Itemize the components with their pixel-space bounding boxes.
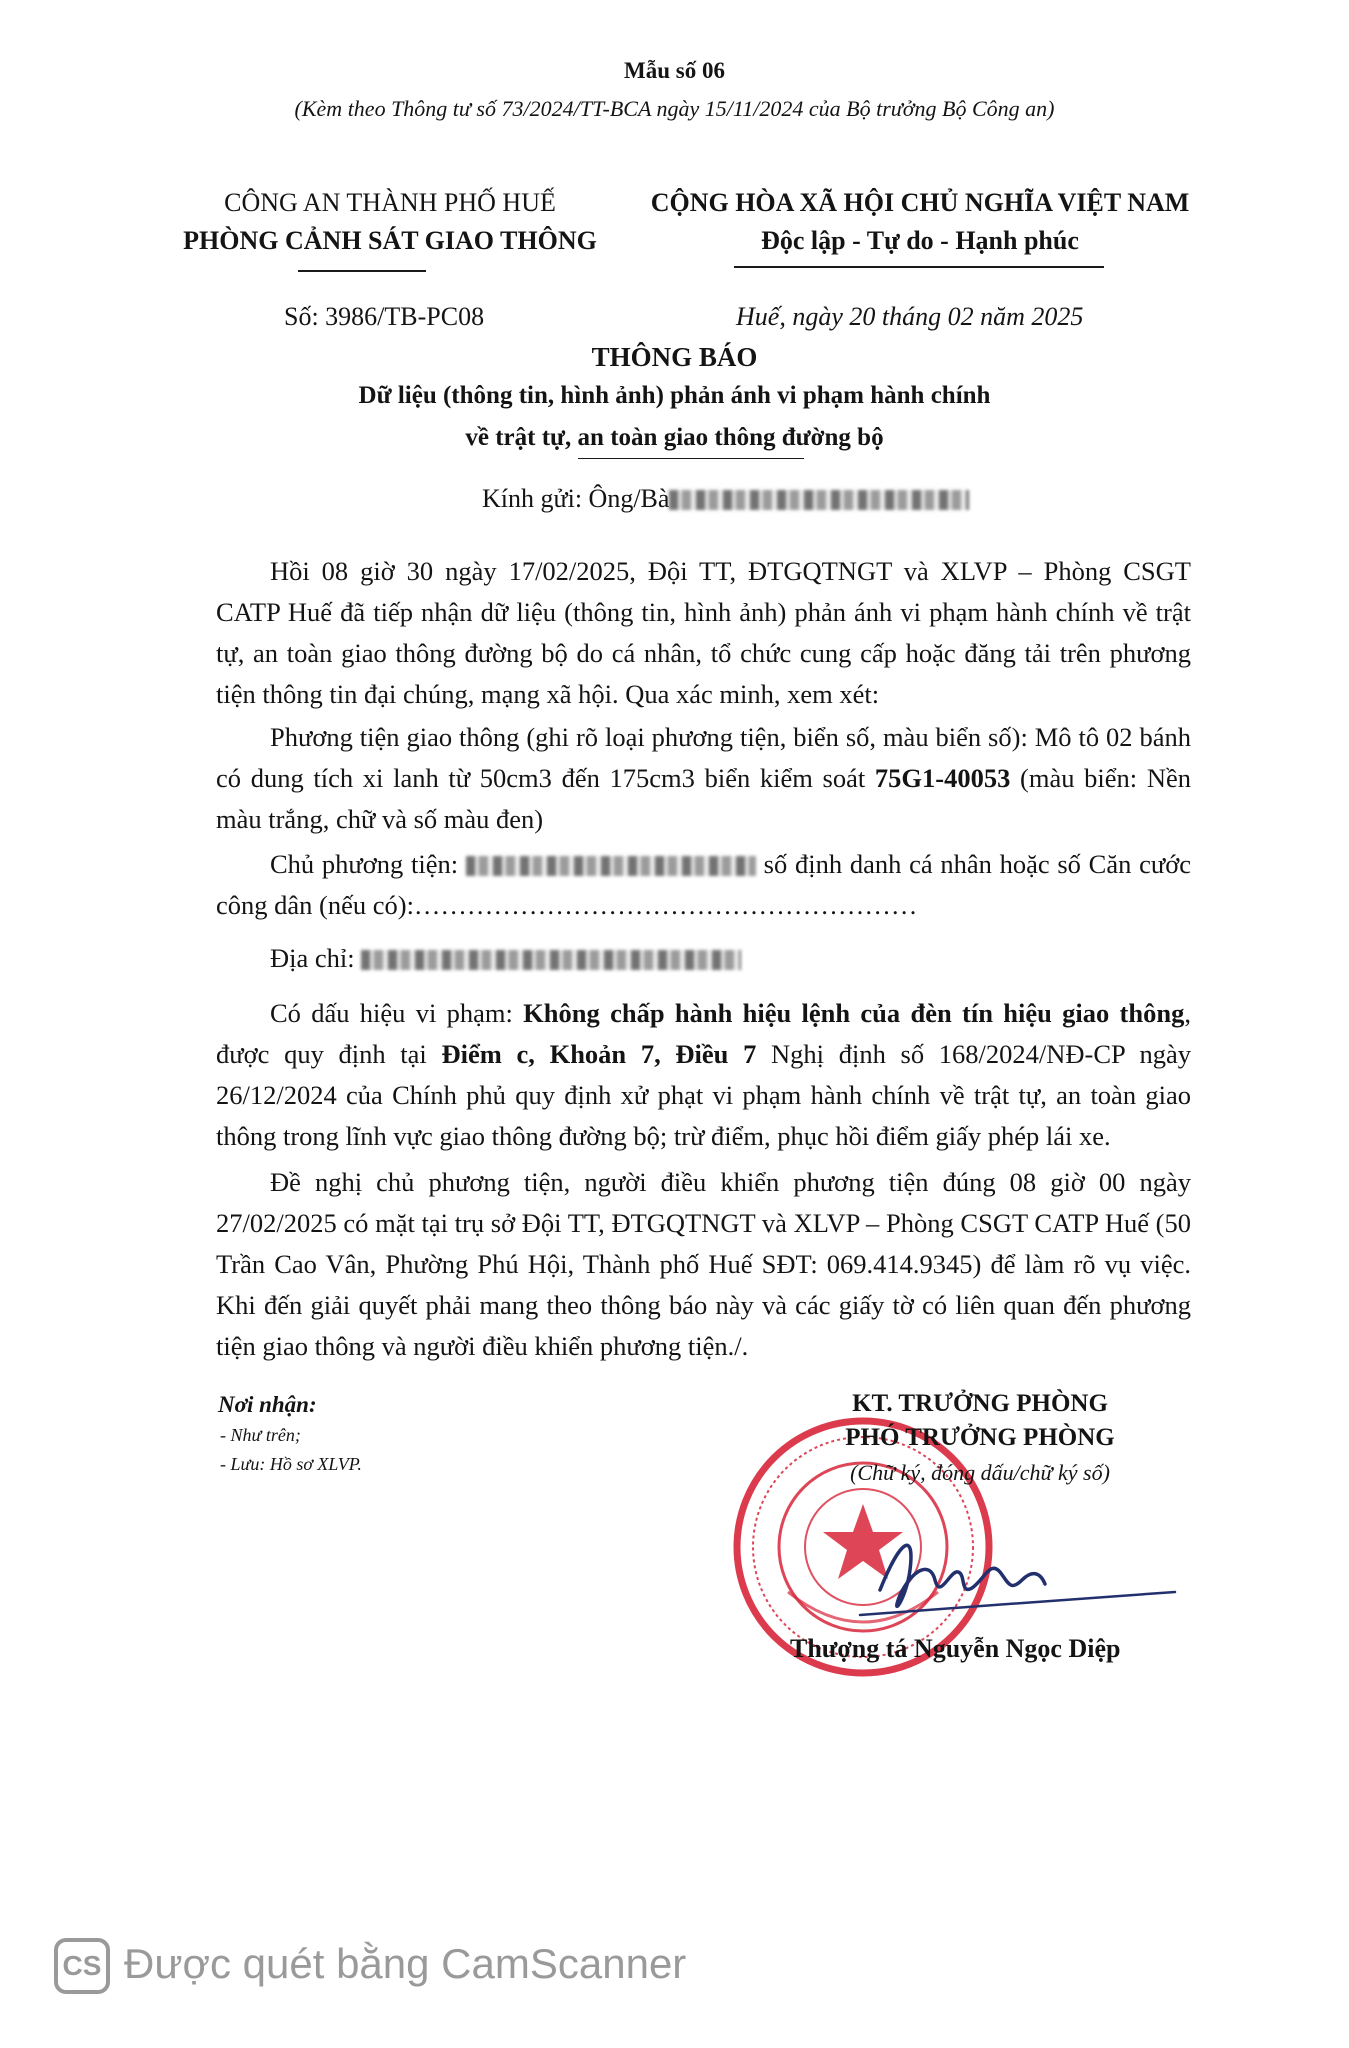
redacted-owner-name bbox=[466, 856, 756, 876]
form-subtitle: (Kèm theo Thông tư số 73/2024/TT-BCA ngày 15/11/2024 của Bộ trưởng Bộ Công an) bbox=[294, 96, 1055, 121]
violation-description: Không chấp hành hiệu lệnh của đèn tín hiệu giao thông bbox=[523, 998, 1185, 1028]
paragraph-request bbox=[216, 1162, 1191, 1367]
violation-connector: , được quy định tại bbox=[216, 998, 1191, 1069]
recipients-item-2: - Lưu: Hồ sơ XLVP. bbox=[220, 1454, 362, 1474]
notice-subject-line2: về trật tự, an toàn giao thông đường bộ bbox=[465, 424, 884, 451]
notice-subject-line1: Dữ liệu (thông tin, hình ảnh) phản ánh vi phạm hành chính bbox=[358, 382, 991, 409]
camscanner-watermark: Được quét bằng CamScanner bbox=[124, 1940, 687, 1987]
handwritten-signature bbox=[840, 1500, 1180, 1650]
violation-article: Điểm c, Khoản 7, Điều 7 bbox=[441, 1039, 757, 1069]
document-number: Số: 3986/TB-PC08 bbox=[284, 302, 485, 331]
recipient-line bbox=[482, 484, 969, 514]
address-label: Địa chỉ: bbox=[270, 943, 355, 973]
signer-name: Thượng tá Nguyễn Ngọc Diệp bbox=[790, 1634, 1121, 1663]
paragraph-request-text: Đề nghị chủ phương tiện, người điều khiển phương tiện đúng 08 giờ 00 ngày 27/02/2025 có mặt tại trụ sở Đội TT, ĐTGQTNGT và XLVP – Phòng CSGT CATP Huế (50 Trần Cao Vân, Phường Phú Hội, Thành phố Huế SĐT: 069.414.9345) để làm rõ vụ việc. Khi đến giải quyết phải mang theo thông báo này và các giấy tờ có liên quan đến phương tiện giao thông và người điều khiển phương tiện./. bbox=[216, 1167, 1191, 1361]
national-title: CỘNG HÒA XÃ HỘI CHỦ NGHĨA VIỆT NAM bbox=[650, 188, 1190, 217]
notice-title: THÔNG BÁO bbox=[591, 342, 758, 372]
violation-label: Có dấu hiệu vi phạm: bbox=[270, 998, 524, 1028]
owner-id-text: số định danh cá nhân hoặc số Căn cước công dân (nếu có):………………………………………………… bbox=[216, 849, 1192, 920]
license-plate: 75G1-40053 bbox=[874, 763, 1011, 793]
department-name: PHÒNG CẢNH SÁT GIAO THÔNG bbox=[183, 226, 597, 255]
paragraph-receipt bbox=[216, 551, 1191, 715]
signer-role-2: PHÓ TRƯỞNG PHÒNG bbox=[845, 1424, 1115, 1451]
subject-underline bbox=[578, 458, 804, 459]
redacted-recipient-name bbox=[669, 490, 969, 510]
redacted-address bbox=[361, 950, 741, 970]
paragraph-owner bbox=[216, 844, 1191, 926]
form-title: Mẫu số 06 bbox=[624, 58, 725, 83]
recipient-label: Kính gửi: Ông/Bà bbox=[482, 484, 670, 513]
plate-color: (màu biển: Nền màu trắng, chữ và số màu đen) bbox=[216, 763, 1191, 834]
paragraph-violation bbox=[216, 993, 1191, 1157]
header-left-underline bbox=[298, 270, 426, 272]
vehicle-description: Phương tiện giao thông (ghi rõ loại phương tiện, biển số, màu biển số): Mô tô 02 bánh có dung tích xi lanh từ 50cm3 đến 175cm3 biển kiểm soát bbox=[216, 722, 1191, 793]
paragraph-address bbox=[216, 938, 1191, 979]
paragraph-receipt-text: Hồi 08 giờ 30 ngày 17/02/2025, Đội TT, ĐTGQTNGT và XLVP – Phòng CSGT CATP Huế đã tiếp nhận dữ liệu (thông tin, hình ảnh) phản ánh vi phạm hành chính về trật tự, an toàn giao thông đường bộ do cá nhân, tổ chức cung cấp hoặc đăng tải trên phương tiện thông tin đại chúng, mạng xã hội. Qua xác minh, xem xét: bbox=[216, 556, 1191, 709]
paragraph-vehicle bbox=[216, 717, 1191, 840]
place-date: Huế, ngày 20 tháng 02 năm 2025 bbox=[736, 302, 1084, 331]
signature-note: (Chữ ký, đóng dấu/chữ ký số) bbox=[850, 1460, 1110, 1485]
national-motto: Độc lập - Tự do - Hạnh phúc bbox=[761, 226, 1079, 255]
camscanner-logo-icon: CS bbox=[54, 1938, 110, 1994]
violation-decree: Nghị định số 168/2024/NĐ-CP ngày 26/12/2024 của Chính phủ quy định xử phạt vi phạm hành chính về trật tự, an toàn giao thông trong lĩnh vực giao thông đường bộ; trừ điểm, phục hồi điểm giấy phép lái xe. bbox=[216, 1039, 1191, 1151]
signer-role-1: KT. TRƯỞNG PHÒNG bbox=[852, 1390, 1108, 1417]
owner-label: Chủ phương tiện: bbox=[270, 849, 459, 879]
recipients-title: Nơi nhận: bbox=[218, 1392, 317, 1417]
recipients-item-1: - Như trên; bbox=[220, 1425, 301, 1445]
header-right-underline bbox=[734, 266, 1104, 268]
agency-name: CÔNG AN THÀNH PHỐ HUẾ bbox=[224, 188, 556, 217]
